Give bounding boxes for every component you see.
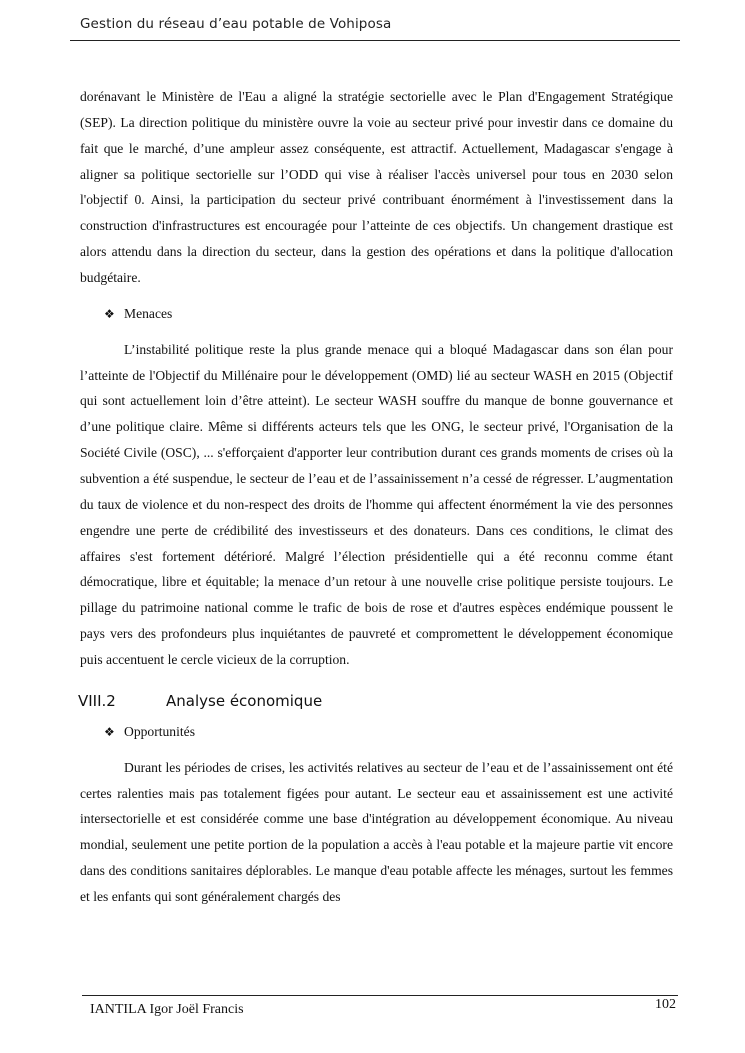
page-footer [82, 995, 678, 1026]
bullet-menaces [104, 301, 673, 327]
bullet-opportunites [104, 719, 673, 745]
paragraph-menaces: L’instabilité politique reste la plus grande menace qui a bloqué Madagascar dans son élan pour l’atteinte de l'Objectif du Millénaire pour le développement (OMD) lié au secteur WASH en 2015 (Objectif qui sont actuellement loin d’être atteint). Le secteur WASH souffre du manque de bonne gouvernance et d’une politique claire. Même si différents acteurs tels que les ONG, le secteur privé, l'Organisation de la Société Civile (OSC), ... s'efforçaient d'apporter leur contribution durant ces grands moments de crises où la subvention a été suspendue, le secteur de l’eau et de l’assainissement n’a cessé de régresser. L’augmentation du taux de violence et du non-respect des droits de l'homme qui affectent énormément la vie des personnes engendre une perte de crédibilité des investisseurs et des donateurs. Dans ces conditions, le climat des affaires s'est fortement détérioré. Malgré l’élection présidentielle qui a été reconnu comme étant démocratique, libre et équitable; la menace d’un retour à une nouvelle crise politique persiste toujours. Le pillage du patrimoine national comme le trafic de bois de rose et d'autres espèces endémique poussent le pays vers des profondeurs plus inquiétantes de pauvreté et compromettent le développement économique puis accentuent le cercle vicieux de la corruption. [80, 341, 673, 667]
page-number: 102 [655, 997, 676, 1012]
header-title: Gestion du réseau d’eau potable de Vohiposa [80, 16, 392, 32]
bullet-label-opportunites: Opportunités [124, 723, 195, 739]
bullet-label-menaces: Menaces [124, 305, 173, 321]
diamond-bullet-icon: ❖ [104, 306, 115, 321]
footer-author: IANTILA Igor Joël Francis [90, 1002, 244, 1017]
section-title: Analyse économique [166, 691, 323, 710]
section-number: VIII.2 [78, 691, 116, 710]
paragraph-intro: dorénavant le Ministère de l'Eau a aligné la stratégie sectorielle avec le Plan d'Engagement Stratégique (SEP). La direction politique du ministère ouvre la voie au secteur privé pour investir dans ce domaine du fait que le marché, d’une ampleur assez conséquente, est attractif. Actuellement, Madagascar s'engage à aligner sa politique sectorielle sur l’ODD qui vise à réaliser l'accès universel pour tous en 2030 selon l'objectif 0. Ainsi, la participation du secteur privé contribuant énormément à l'investissement dans la construction d'infrastructures est encouragée pour l’atteinte de ces objectifs. Un changement drastique est alors attendu dans la direction du secteur, dans la gestion des opérations et dans la politique d'allocation budgétaire. [80, 89, 673, 285]
diamond-bullet-icon: ❖ [104, 724, 115, 739]
paragraph-opportunites: Durant les périodes de crises, les activités relatives au secteur de l’eau et de l’assainissement ont été certes ralenties mais pas totalement figées pour autant. Le secteur eau et assainissement est une activité intersectorielle et est considérée comme une base d'intégration au développement économique. Au niveau mondial, seulement une petite portion de la population a accès à l'eau potable et la majeure partie vit encore dans des conditions sanitaires déplorables. Le manque d'eau potable affecte les ménages, surtout les femmes et les enfants qui sont généralement chargés des [80, 759, 673, 904]
page-content [80, 84, 673, 910]
section-heading [78, 689, 673, 713]
page-header [70, 10, 680, 41]
